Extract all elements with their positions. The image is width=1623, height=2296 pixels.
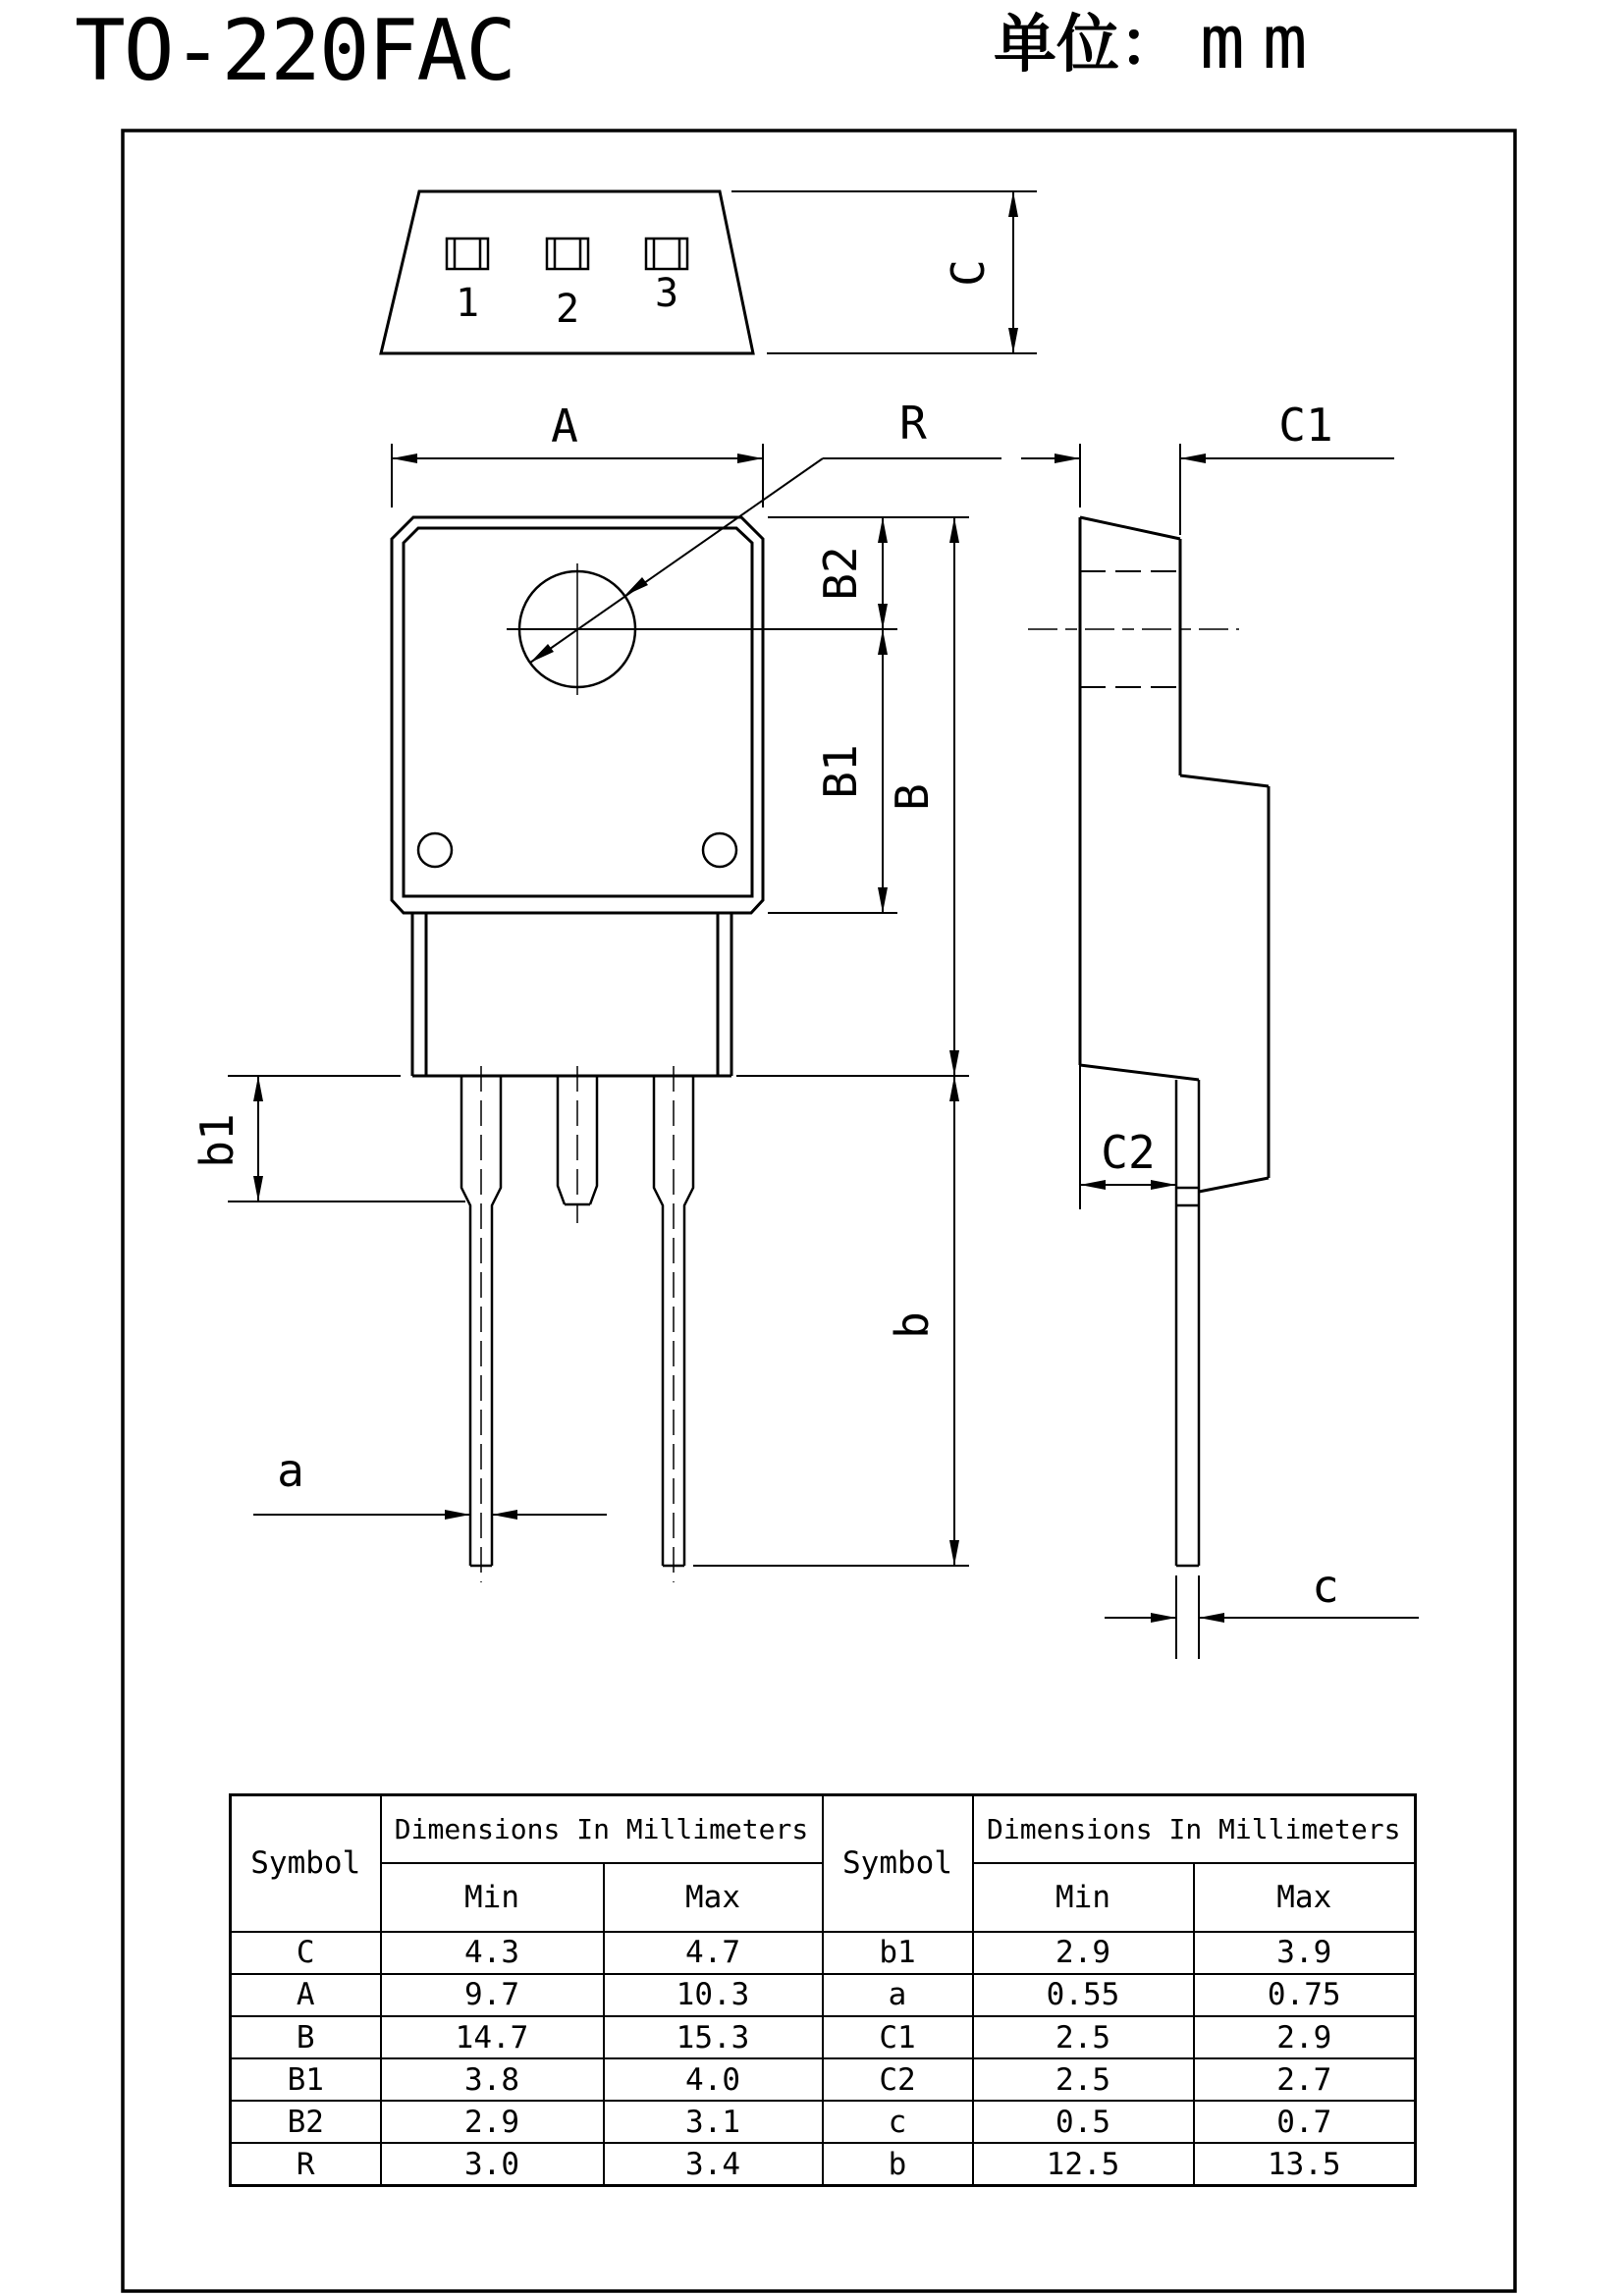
max-cell: 4.7: [604, 1932, 823, 1974]
table-row: [231, 2016, 1416, 2058]
dimensions-table: [229, 1793, 1417, 2187]
max-cell: 3.4: [604, 2143, 823, 2185]
page-title: TO-220FAC: [75, 2, 514, 100]
dim-label-b1: b1: [190, 1113, 243, 1168]
dim-label-a: a: [277, 1444, 304, 1497]
min-cell: 0.55: [973, 1974, 1194, 2016]
max-cell: 13.5: [1194, 2143, 1416, 2185]
table-row: [231, 1974, 1416, 2016]
symbol-cell: R: [231, 2143, 381, 2185]
min-cell: 4.3: [381, 1932, 604, 1974]
max-cell: 10.3: [604, 1974, 823, 2016]
max-cell: 0.75: [1194, 1974, 1416, 2016]
dims-header-left: Dimensions In Millimeters: [381, 1795, 823, 1863]
min-cell: 3.8: [381, 2058, 604, 2101]
symbol-cell: C2: [823, 2058, 973, 2101]
min-header-right: Min: [973, 1863, 1194, 1932]
dims-header-right: Dimensions In Millimeters: [973, 1795, 1416, 1863]
table-header-row: [231, 1795, 1416, 1863]
symbol-cell: B2: [231, 2101, 381, 2143]
corner-hole-right: [703, 833, 736, 867]
corner-hole-left: [418, 833, 452, 867]
min-cell: 12.5: [973, 2143, 1194, 2185]
symbol-cell: b: [823, 2143, 973, 2185]
symbol-cell: B1: [231, 2058, 381, 2101]
dim-label-b: b: [886, 1311, 939, 1339]
max-header-left: Max: [604, 1863, 823, 1932]
max-cell: 15.3: [604, 2016, 823, 2058]
side-view: [1021, 399, 1419, 1659]
symbol-cell: C: [231, 1932, 381, 1974]
symbol-cell: A: [231, 1974, 381, 2016]
min-cell: 14.7: [381, 2016, 604, 2058]
symbol-header-left: Symbol: [231, 1795, 381, 1932]
side-view-outline: [1080, 517, 1269, 1192]
dim-label-C: C: [942, 259, 995, 287]
dim-label-B2: B2: [814, 546, 867, 601]
table-row: [231, 2058, 1416, 2101]
max-cell: 3.9: [1194, 1932, 1416, 1974]
min-cell: 2.5: [973, 2016, 1194, 2058]
dim-label-B: B: [886, 783, 939, 811]
pin-label-3: 3: [654, 271, 679, 316]
symbol-cell: c: [823, 2101, 973, 2143]
min-cell: 2.5: [973, 2058, 1194, 2101]
front-view: [190, 397, 1001, 1582]
max-cell: 2.9: [1194, 2016, 1416, 2058]
dim-label-C1: C1: [1278, 399, 1333, 452]
dim-label-A: A: [551, 400, 578, 453]
max-cell: 3.1: [604, 2101, 823, 2143]
min-cell: 3.0: [381, 2143, 604, 2185]
min-header-left: Min: [381, 1863, 604, 1932]
dim-label-C2: C2: [1101, 1126, 1156, 1179]
pin-label-1: 1: [455, 281, 480, 326]
max-cell: 2.7: [1194, 2058, 1416, 2101]
max-cell: 4.0: [604, 2058, 823, 2101]
top-view: [381, 191, 1037, 353]
unit-value: mm: [1200, 0, 1325, 85]
table-row: [231, 2101, 1416, 2143]
min-cell: 0.5: [973, 2101, 1194, 2143]
dim-label-c: c: [1312, 1560, 1339, 1613]
symbol-cell: C1: [823, 2016, 973, 2058]
side-view-lead: [1176, 1080, 1199, 1566]
max-header-right: Max: [1194, 1863, 1416, 1932]
dim-label-R: R: [899, 397, 927, 450]
min-cell: 9.7: [381, 1974, 604, 2016]
max-cell: 0.7: [1194, 2101, 1416, 2143]
symbol-cell: a: [823, 1974, 973, 2016]
symbol-cell: b1: [823, 1932, 973, 1974]
symbol-header-right: Symbol: [823, 1795, 973, 1932]
symbol-cell: B: [231, 2016, 381, 2058]
min-cell: 2.9: [973, 1932, 1194, 1974]
dim-label-B1: B1: [814, 744, 867, 799]
top-view-pin-pads: [447, 239, 687, 269]
dimension-arrowheads: [253, 454, 959, 1566]
unit-label: 单位：: [994, 8, 1182, 81]
min-cell: 2.9: [381, 2101, 604, 2143]
table-row: [231, 2143, 1416, 2185]
table-row: [231, 1932, 1416, 1974]
lead-centerlines: [481, 1066, 674, 1582]
pin-label-2: 2: [555, 287, 580, 332]
